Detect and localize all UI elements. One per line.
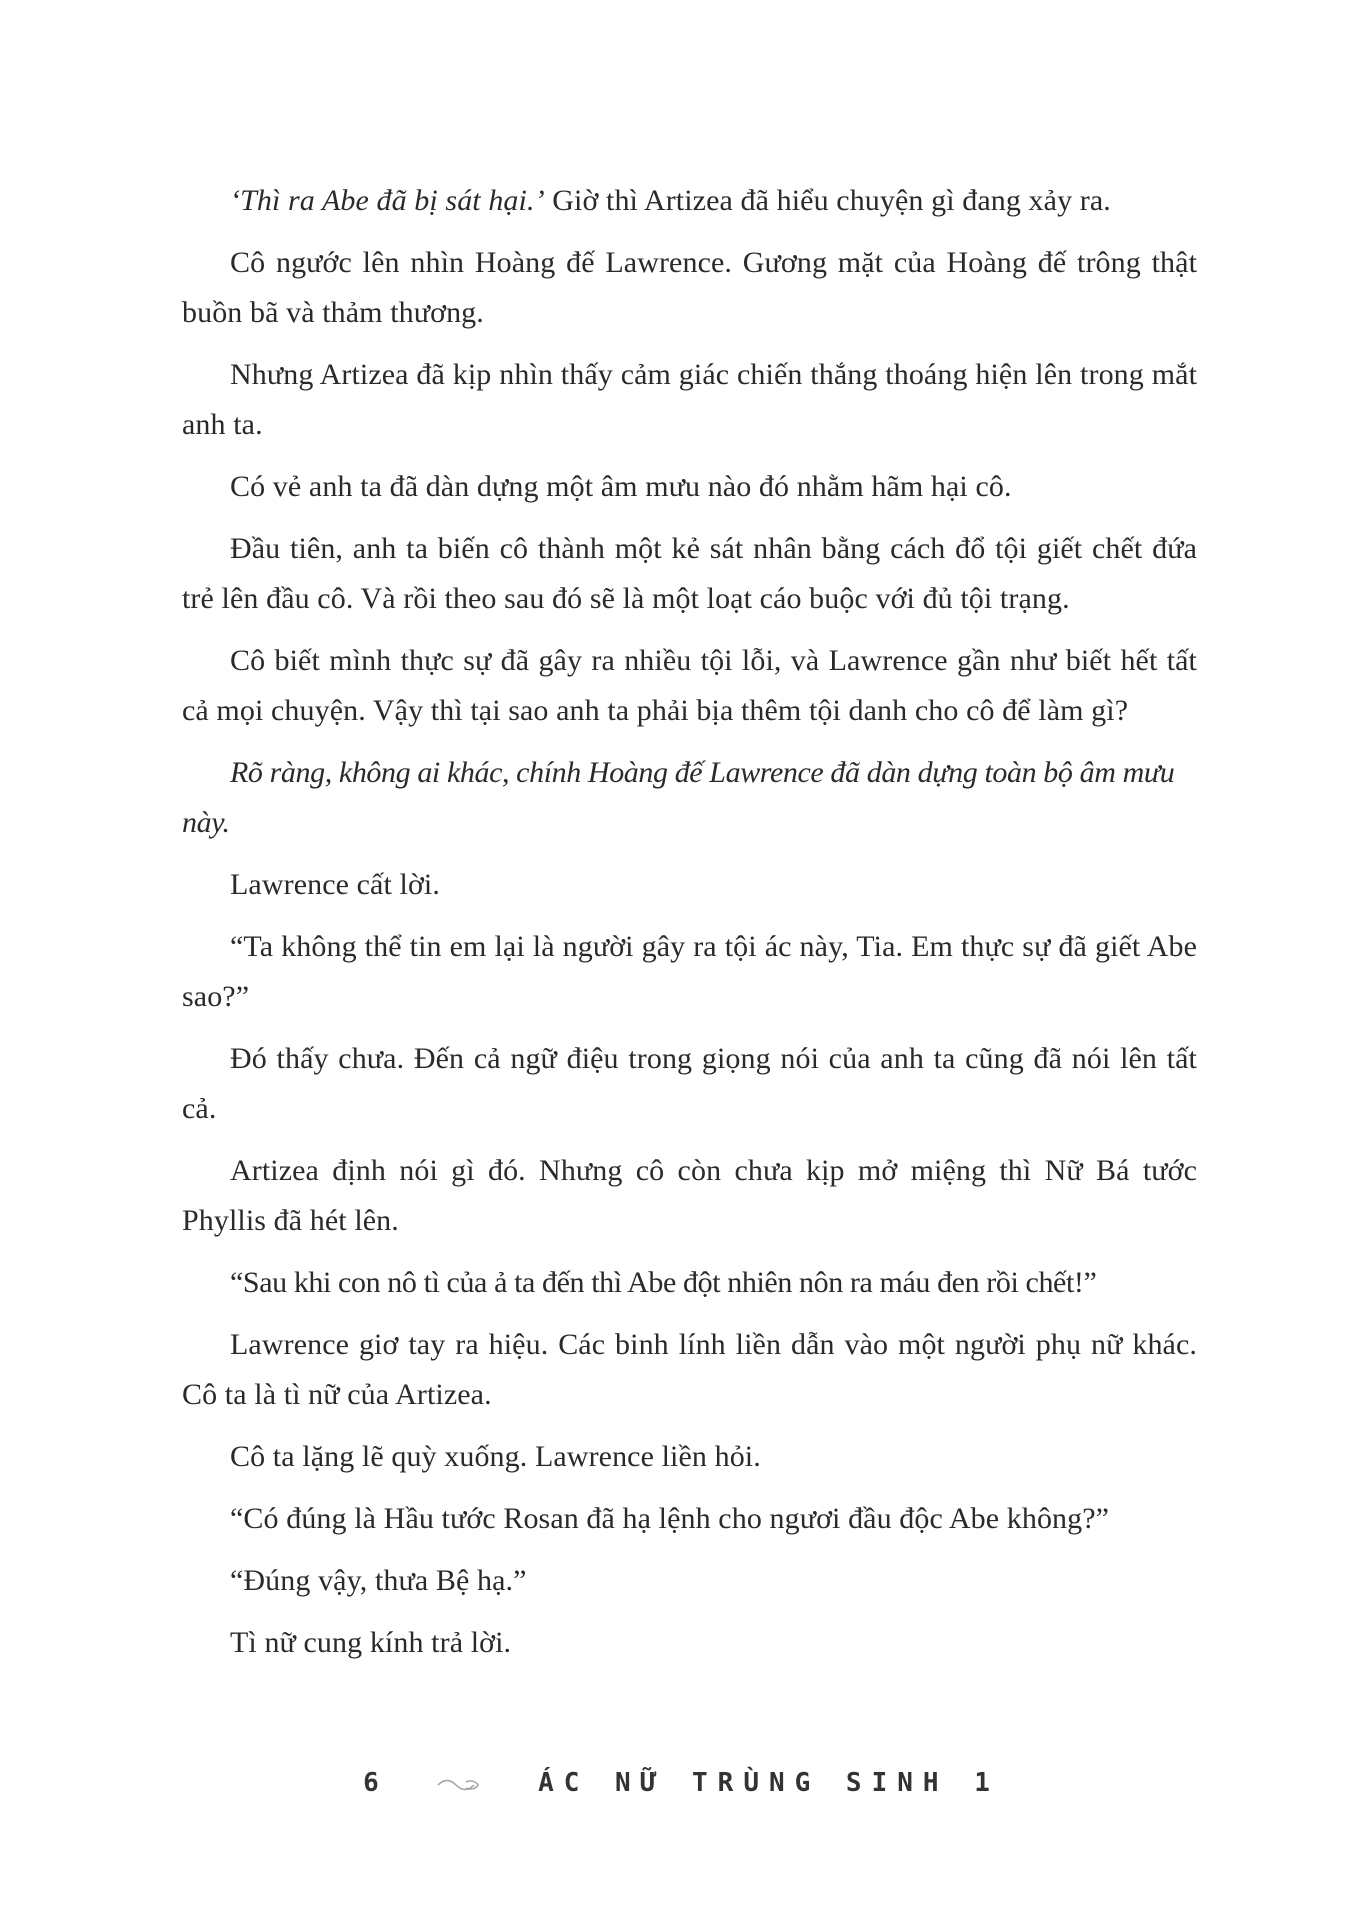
paragraph-1 xyxy=(182,176,1197,226)
paragraph-6: Cô biết mình thực sự đã gây ra nhiều tội lỗi, và Lawrence gần như biết hết tất cả mọi chuyện. Vậy thì tại sao anh ta phải bịa thêm tội danh cho cô để làm gì? xyxy=(182,644,1197,727)
paragraph-7: Rõ ràng, không ai khác, chính Hoàng đế Lawrence đã dàn dựng toàn bộ âm mưu này. xyxy=(182,756,1175,839)
paragraph-8: Lawrence cất lời. xyxy=(230,868,440,901)
paragraph-5: Đầu tiên, anh ta biến cô thành một kẻ sát nhân bằng cách đổ tội giết chết đứa trẻ lên đầu cô. Và rồi theo sau đó sẽ là một loạt cáo buộc với đủ tội trạng. xyxy=(182,532,1197,615)
paragraph-10: Đó thấy chưa. Đến cả ngữ điệu trong giọng nói của anh ta cũng đã nói lên tất cả. xyxy=(182,1042,1197,1125)
page-number: 6 xyxy=(363,1768,379,1798)
paragraph-17: Tì nữ cung kính trả lời. xyxy=(230,1626,512,1659)
body-text xyxy=(182,176,1197,1680)
paragraph-3: Nhưng Artizea đã kịp nhìn thấy cảm giác chiến thắng thoáng hiện lên trong mắt anh ta. xyxy=(182,358,1197,441)
paragraph-12: “Sau khi con nô tì của ả ta đến thì Abe đột nhiên nôn ra máu đen rồi chết!” xyxy=(230,1266,1097,1299)
paragraph-13: Lawrence giơ tay ra hiệu. Các binh lính liền dẫn vào một người phụ nữ khác. Cô ta là tì nữ của Artizea. xyxy=(182,1328,1197,1411)
book-title: ÁC NỮ TRÙNG SINH 1 xyxy=(538,1768,1000,1798)
page-footer xyxy=(0,1768,1363,1799)
paragraph-2: Cô ngước lên nhìn Hoàng đế Lawrence. Gương mặt của Hoàng đế trông thật buồn bã và thảm thương. xyxy=(182,246,1197,329)
paragraph-4: Có vẻ anh ta đã dàn dựng một âm mưu nào đó nhằm hãm hại cô. xyxy=(230,470,1012,503)
ornament-flourish-icon xyxy=(436,1769,480,1799)
paragraph-11: Artizea định nói gì đó. Nhưng cô còn chưa kịp mở miệng thì Nữ Bá tước Phyllis đã hét lên. xyxy=(182,1154,1197,1237)
paragraph-15: “Có đúng là Hầu tước Rosan đã hạ lệnh cho ngươi đầu độc Abe không?” xyxy=(230,1502,1110,1535)
paragraph-14: Cô ta lặng lẽ quỳ xuống. Lawrence liền hỏi. xyxy=(230,1440,761,1473)
paragraph-1-text: Giờ thì Artizea đã hiểu chuyện gì đang xảy ra. xyxy=(544,184,1111,217)
paragraph-1-italic-lead: ‘Thì ra Abe đã bị sát hại.’ xyxy=(230,184,545,217)
paragraph-16: “Đúng vậy, thưa Bệ hạ.” xyxy=(230,1564,527,1597)
paragraph-9: “Ta không thể tin em lại là người gây ra tội ác này, Tia. Em thực sự đã giết Abe sao?” xyxy=(182,930,1197,1013)
